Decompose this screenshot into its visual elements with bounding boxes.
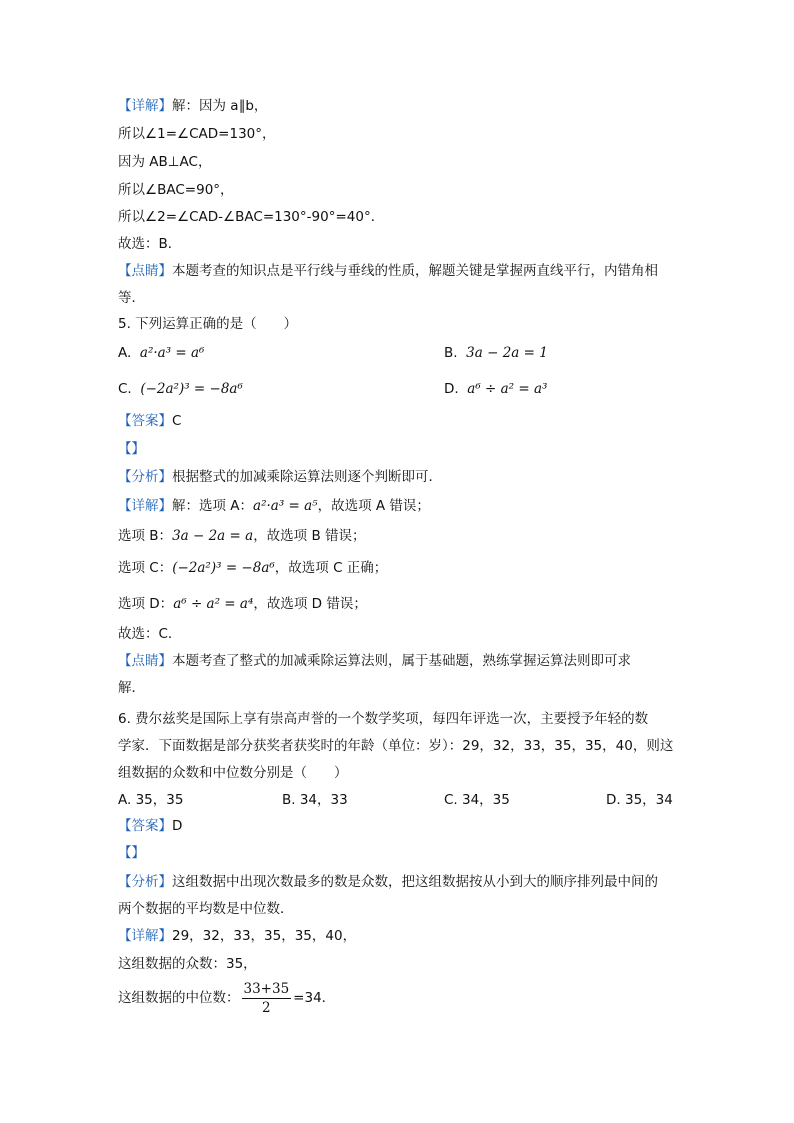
q6-stem-line3: 组数据的众数和中位数分别是（ ）	[118, 765, 348, 781]
q5-detail-line2: 选项 B：3a − 2a = a，故选项 B 错误；	[118, 528, 366, 544]
q5-detail-line3: 选项 C：(−2a²)³ = −8a⁶，故选项 C 正确；	[118, 560, 388, 576]
q5-option-a: A. a²·a³ = a⁶	[118, 345, 205, 361]
q5-option-b: B. 3a − 2a = 1	[444, 345, 548, 361]
q6-option-b: B. 34，33	[282, 792, 348, 808]
median-fraction: $\frac{33+35}{2}$	[243, 981, 290, 1016]
detail-tag: 【详解】	[118, 498, 172, 514]
q6-bracket: 【】	[118, 845, 145, 861]
q5-stem: 5. 下列运算正确的是（ ）	[118, 316, 298, 332]
q5-answer: 【答案】C	[118, 413, 182, 429]
q6-analysis: 【分析】这组数据中出现次数最多的数是众数，把这组数据按从小到大的顺序排列最中间的	[118, 874, 658, 890]
q5-option-c: C. (−2a²)³ = −8a⁶	[118, 381, 243, 397]
q5-option-d: D. a⁶ ÷ a² = a³	[444, 381, 548, 397]
answer-tag: 【答案】	[118, 413, 172, 429]
q4-detail-line2: 所以∠1=∠CAD=130°，	[118, 126, 276, 142]
q5-tip: 【点睛】本题考查了整式的加减乘除运算法则，属于基础题，熟练掌握运算法则即可求	[118, 653, 631, 669]
q4-detail-line5: 所以∠2=∠CAD-∠BAC=130°-90°=40°．	[118, 209, 385, 225]
q4-choice: 故选：B．	[118, 236, 182, 252]
q6-detail-line2: 这组数据的众数：35，	[118, 956, 257, 972]
q6-stem-line2: 学家．下面数据是部分获奖者获奖时的年龄（单位：岁）：29，32，33，35，35，40，则这	[118, 738, 674, 754]
q5-detail-line4: 选项 D：a⁶ ÷ a² = a⁴，故选项 D 错误；	[118, 596, 367, 612]
q5-choice: 故选：C．	[118, 626, 182, 642]
q6-option-a: A. 35，35	[118, 792, 184, 808]
tip-tag: 【点睛】	[118, 263, 172, 279]
q6-stem-line1: 6. 费尔兹奖是国际上享有崇高声誉的一个数学奖项，每四年评选一次，主要授予年轻的数	[118, 711, 649, 727]
q4-detail-line3: 因为 AB⊥AC，	[118, 154, 212, 170]
q6-answer: 【答案】D	[118, 818, 183, 834]
detail-tag: 【详解】	[118, 98, 172, 114]
tip-tag: 【点睛】	[118, 653, 172, 669]
q6-option-d: D. 35，34	[606, 792, 673, 808]
q5-tip-cont: 解．	[118, 680, 145, 696]
detail-tag: 【详解】	[118, 928, 172, 944]
q6-option-c: C. 34，35	[444, 792, 510, 808]
q4-detail-line4: 所以∠BAC=90°，	[118, 182, 234, 198]
answer-tag: 【答案】	[118, 818, 172, 834]
analysis-tag: 【分析】	[118, 469, 172, 485]
q4-tip: 【点睛】本题考查的知识点是平行线与垂线的性质，解题关键是掌握两直线平行，内错角相	[118, 263, 658, 279]
q5-detail-line1: 【详解】解：选项 A：a²·a³ = a⁵，故选项 A 错误；	[118, 498, 430, 514]
q6-detail-line1: 【详解】29，32，33，35，35，40，	[118, 928, 357, 944]
analysis-tag: 【分析】	[118, 874, 172, 890]
q4-tip-cont: 等．	[118, 290, 145, 306]
q6-detail-line3: 这组数据的中位数： $\frac{33+35}{2}$ =34．	[118, 981, 336, 1016]
q6-analysis-cont: 两个数据的平均数是中位数．	[118, 901, 294, 917]
q5-bracket: 【】	[118, 441, 145, 457]
q4-detail-line1: 【详解】解：因为 a∥b，	[118, 98, 268, 114]
q5-analysis: 【分析】根据整式的加减乘除运算法则逐个判断即可．	[118, 469, 442, 485]
